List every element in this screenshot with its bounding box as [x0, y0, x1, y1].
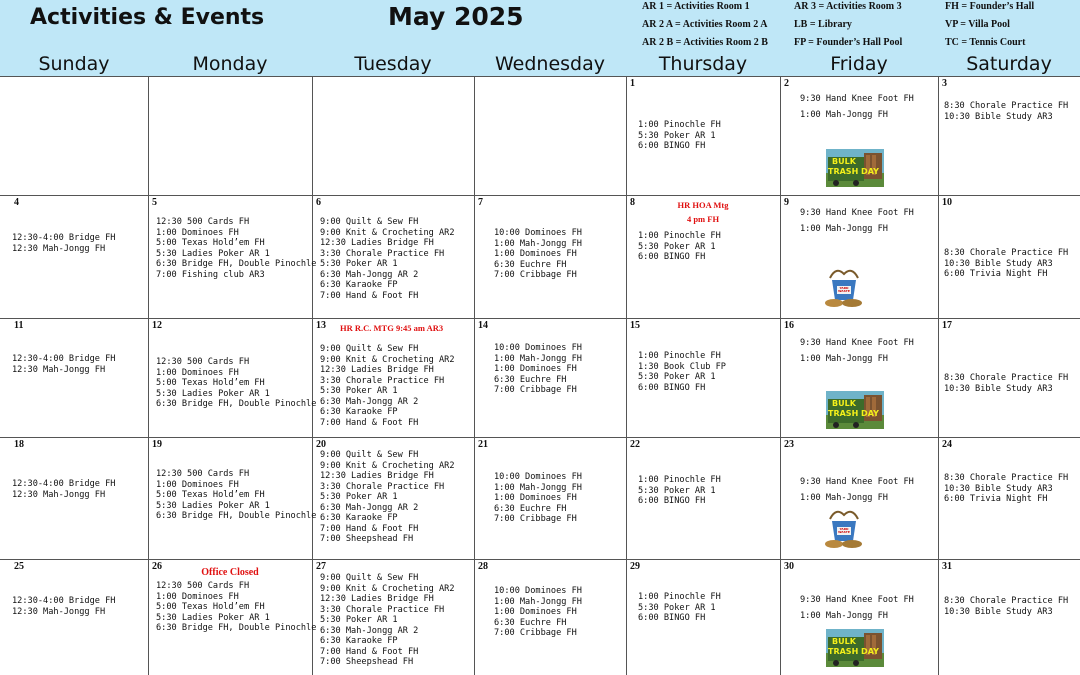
day-number: 31 [942, 561, 952, 572]
event-item: 6:00 BINGO FH [638, 382, 706, 393]
day-number: 22 [630, 439, 640, 450]
event-item: 1:00 Dominoes FH [494, 364, 577, 374]
event-item: 9:30 Hand Knee Foot FH [800, 338, 914, 348]
event-item: 7:00 Cribbage FH [494, 270, 577, 280]
day-cell-18 [0, 437, 148, 559]
event-item: 7:00 Hand & Foot FH [320, 290, 419, 301]
notice-line: HR R.C. MTG 9:45 am AR3 [340, 323, 444, 333]
event-list [944, 373, 1068, 394]
day-number: 20 [316, 439, 326, 450]
event-list [156, 357, 316, 410]
dayname-monday: Monday [192, 53, 268, 75]
event-item: 7:00 Hand & Foot FH [320, 523, 419, 534]
notice-line: 4 pm FH [686, 214, 720, 224]
event-list [494, 343, 582, 396]
yard-waste-label: YARD WASTE [838, 527, 850, 534]
day-cell-23 [780, 437, 938, 559]
event-item: 7:00 Hand & Foot FH [320, 417, 419, 428]
bulk-trash-label-line2: TRASH DAY [828, 647, 879, 656]
dayname-tuesday: Tuesday [354, 53, 432, 75]
event-item: 12:30-4:00 Bridge FH [12, 354, 116, 364]
event-item: 5:30 Poker AR 1 [320, 492, 398, 502]
event-list [638, 231, 721, 263]
event-item: 1:00 Mah-Jongg FH [494, 353, 582, 364]
event-item: 6:30 Euchre FH [494, 374, 567, 385]
yard-waste-label: YARD WASTE [838, 286, 850, 293]
event-item: 1:00 Dominoes FH [156, 479, 239, 490]
event-item: 10:00 Dominoes FH [494, 472, 582, 482]
day-number: 16 [784, 320, 794, 331]
day-number: 7 [478, 197, 483, 208]
day-number: 4 [14, 197, 19, 208]
event-item: 9:00 Knit & Crocheting AR2 [320, 583, 455, 594]
empty-day-cell [148, 76, 312, 195]
event-item: 3:30 Chorale Practice FH [320, 375, 445, 386]
day-cell-9 [780, 195, 938, 318]
event-item: 1:00 Pinochle FH [638, 351, 721, 361]
yard-waste-basket-badge [824, 507, 864, 549]
dayname-friday: Friday [830, 53, 888, 75]
event-item: 6:30 Euchre FH [494, 259, 567, 270]
event-list [156, 581, 316, 634]
day-cell-16 [780, 318, 938, 437]
dayname-sunday: Sunday [38, 53, 110, 75]
event-item: 8:30 Chorale Practice FH [944, 101, 1069, 111]
day-cell-20 [312, 437, 474, 559]
yard-waste-basket-badge [824, 266, 864, 308]
event-list [12, 479, 115, 500]
event-item: 12:30 Mah-Jongg FH [12, 606, 106, 617]
event-item: 8:30 Chorale Practice FH [944, 473, 1069, 483]
event-item: 3:30 Chorale Practice FH [320, 481, 445, 492]
legend-fh: FH = Founder’s Hall [945, 1, 1035, 12]
day-cell-13 [312, 318, 474, 437]
event-item: 1:00 Mah-Jongg FH [800, 224, 888, 234]
event-list [494, 472, 582, 525]
bulk-trash-day-badge [826, 149, 884, 187]
event-item: 1:00 Mah-Jongg FH [494, 596, 582, 607]
day-cell-3 [938, 76, 1080, 195]
event-item: 10:30 Bible Study AR3 [944, 606, 1053, 617]
event-item: 1:00 Pinochle FH [638, 592, 721, 602]
event-list [12, 596, 115, 617]
bulk-trash-label-line1: BULK [832, 637, 856, 646]
day-cell-26 [148, 559, 317, 675]
empty-day-cell [0, 76, 148, 195]
day-number: 23 [784, 439, 794, 450]
event-item: 10:00 Dominoes FH [494, 228, 582, 238]
event-item: 9:00 Knit & Crocheting AR2 [320, 354, 455, 365]
event-list [944, 596, 1068, 617]
event-item: 1:00 Pinochle FH [638, 475, 721, 485]
day-number: 6 [316, 197, 321, 208]
event-list [494, 228, 582, 281]
event-item: 1:00 Dominoes FH [494, 249, 577, 259]
day-number: 14 [478, 320, 488, 331]
event-item: 9:30 Hand Knee Foot FH [800, 208, 914, 218]
event-item: 9:00 Quilt & Sew FH [320, 573, 419, 583]
legend-ar3: AR 3 = Activities Room 3 [794, 1, 902, 12]
bulk-trash-label-line1: BULK [832, 157, 856, 166]
legend-tc: TC = Tennis Court [945, 37, 1026, 48]
event-item: 5:30 Poker AR 1 [638, 241, 716, 252]
day-number: 1 [630, 78, 635, 89]
day-cell-14 [474, 318, 626, 437]
event-list [638, 120, 721, 152]
day-cell-8 [626, 195, 780, 318]
event-item: 1:00 Mah-Jongg FH [800, 493, 888, 503]
event-item: 6:00 BINGO FH [638, 496, 706, 506]
event-item: 12:30 Mah-Jongg FH [12, 243, 106, 254]
day-number: 26 [152, 561, 162, 572]
event-item: 12:30 Ladies Bridge FH [320, 238, 434, 248]
event-list [320, 344, 455, 428]
day-cell-2 [780, 76, 938, 195]
event-item: 8:30 Chorale Practice FH [944, 373, 1069, 383]
event-item: 1:00 Mah-Jongg FH [800, 611, 888, 621]
event-notice [626, 198, 780, 226]
event-list [156, 217, 316, 280]
event-list [944, 101, 1068, 122]
event-item: 6:30 Bridge FH, Double Pinochle [156, 511, 317, 521]
event-item: 3:30 Chorale Practice FH [320, 604, 445, 615]
day-cell-30 [780, 559, 938, 675]
bulk-trash-label-line2: TRASH DAY [828, 409, 879, 418]
event-item: 5:30 Ladies Poker AR 1 [156, 500, 270, 511]
event-item: 9:00 Knit & Crocheting AR2 [320, 227, 455, 238]
event-item: 12:30-4:00 Bridge FH [12, 596, 116, 606]
event-item: 9:00 Quilt & Sew FH [320, 450, 419, 460]
event-item: 12:30 Mah-Jongg FH [12, 364, 106, 375]
calendar-title: Activities & Events [30, 5, 265, 30]
bulk-trash-day-badge [826, 629, 884, 667]
legend-ar1: AR 1 = Activities Room 1 [642, 1, 750, 12]
bulk-trash-label-line1: BULK [832, 399, 856, 408]
event-item: 6:30 Mah-Jongg AR 2 [320, 269, 419, 280]
event-list [800, 91, 914, 123]
day-number: 21 [478, 439, 488, 450]
event-item: 12:30 Ladies Bridge FH [320, 594, 434, 604]
event-list [944, 473, 1068, 505]
event-list [944, 248, 1068, 280]
event-item: 1:00 Mah-Jongg FH [494, 238, 582, 249]
event-item: 12:30-4:00 Bridge FH [12, 479, 116, 489]
event-list [156, 469, 316, 522]
event-item: 6:30 Euchre FH [494, 503, 567, 514]
event-list [800, 335, 914, 367]
event-item: 6:30 Mah-Jongg AR 2 [320, 625, 419, 636]
event-item: 10:00 Dominoes FH [494, 586, 582, 596]
day-cell-10 [938, 195, 1080, 318]
event-item: 5:00 Texas Hold’em FH [156, 238, 265, 248]
event-item: 1:00 Pinochle FH [638, 120, 721, 130]
event-item: 7:00 Fishing club AR3 [156, 269, 265, 280]
event-item: 9:30 Hand Knee Foot FH [800, 595, 914, 605]
event-item: 1:00 Dominoes FH [156, 591, 239, 602]
event-item: 9:00 Quilt & Sew FH [320, 344, 419, 354]
event-list [638, 351, 726, 393]
event-item: 5:00 Texas Hold’em FH [156, 490, 265, 500]
event-list [800, 474, 914, 506]
event-notice [148, 566, 312, 580]
legend-vp: VP = Villa Pool [945, 19, 1010, 30]
event-item: 6:30 Bridge FH, Double Pinochle [156, 623, 317, 633]
dayname-thursday: Thursday [658, 53, 748, 75]
event-item: 7:00 Cribbage FH [494, 514, 577, 524]
event-item: 7:00 Sheepshead FH [320, 534, 414, 544]
event-item: 12:30 Ladies Bridge FH [320, 471, 434, 481]
bulk-trash-day-badge [826, 391, 884, 429]
day-number: 29 [630, 561, 640, 572]
event-item: 7:00 Sheepshead FH [320, 657, 414, 667]
event-item: 5:30 Ladies Poker AR 1 [156, 248, 270, 259]
day-cell-29 [626, 559, 780, 675]
event-item: 6:00 Trivia Night FH [944, 494, 1048, 504]
day-cell-15 [626, 318, 780, 437]
event-item: 10:30 Bible Study AR3 [944, 258, 1053, 269]
event-item: 9:30 Hand Knee Foot FH [800, 477, 914, 487]
event-list [800, 592, 914, 624]
day-cell-25 [0, 559, 148, 675]
day-cell-5 [148, 195, 317, 318]
day-cell-24 [938, 437, 1080, 559]
day-cell-12 [148, 318, 317, 437]
day-cell-1 [626, 76, 780, 195]
event-item: 5:30 Ladies Poker AR 1 [156, 612, 270, 623]
empty-day-cell [312, 76, 474, 195]
event-item: 6:30 Euchre FH [494, 617, 567, 628]
event-item: 6:30 Bridge FH, Double Pinochle [156, 399, 317, 409]
event-list [12, 233, 115, 254]
day-number: 27 [316, 561, 326, 572]
dayname-saturday: Saturday [966, 53, 1052, 75]
day-number: 3 [942, 78, 947, 89]
event-list [638, 475, 721, 507]
event-list [320, 217, 455, 301]
day-number: 19 [152, 439, 162, 450]
legend-ar2b: AR 2 B = Activities Room 2 B [642, 37, 768, 48]
day-cell-28 [474, 559, 626, 675]
event-list [320, 573, 455, 668]
event-item: 5:00 Texas Hold’em FH [156, 602, 265, 612]
event-item: 9:30 Hand Knee Foot FH [800, 94, 914, 104]
event-item: 1:30 Book Club FP [638, 361, 726, 372]
event-item: 5:30 Poker AR 1 [638, 372, 716, 382]
event-item: 5:30 Poker AR 1 [638, 130, 716, 141]
event-item: 6:30 Mah-Jongg AR 2 [320, 396, 419, 407]
event-item: 10:30 Bible Study AR3 [944, 483, 1053, 494]
dayname-wednesday: Wednesday [494, 53, 605, 75]
event-item: 6:30 Karaoke FP [320, 407, 398, 417]
event-item: 6:00 Trivia Night FH [944, 269, 1048, 279]
day-cell-7 [474, 195, 626, 318]
legend-ar2a: AR 2 A = Activities Room 2 A [642, 19, 768, 30]
calendar-month: May 2025 [388, 2, 524, 31]
day-number: 18 [14, 439, 24, 450]
legend-lb: LB = Library [794, 19, 852, 30]
event-item: 12:30 500 Cards FH [156, 581, 250, 591]
event-item: 5:30 Poker AR 1 [320, 615, 398, 625]
event-item: 6:00 BINGO FH [638, 141, 706, 151]
day-cell-19 [148, 437, 317, 559]
day-number: 24 [942, 439, 952, 450]
event-item: 5:30 Poker AR 1 [320, 386, 398, 396]
event-item: 9:00 Knit & Crocheting AR2 [320, 460, 455, 471]
event-item: 6:00 BINGO FH [638, 252, 706, 262]
day-number: 15 [630, 320, 640, 331]
day-cell-17 [938, 318, 1080, 437]
notice-line: Office Closed [201, 567, 259, 578]
day-cell-31 [938, 559, 1080, 675]
notice-line: HR HOA Mtg [677, 200, 729, 210]
event-item: 10:00 Dominoes FH [494, 343, 582, 353]
event-item: 5:30 Poker AR 1 [320, 259, 398, 269]
event-item: 6:30 Karaoke FP [320, 513, 398, 523]
event-item: 1:00 Dominoes FH [156, 227, 239, 238]
event-item: 10:30 Bible Study AR3 [944, 111, 1053, 122]
event-item: 12:30 500 Cards FH [156, 469, 250, 479]
event-item: 12:30 500 Cards FH [156, 357, 250, 367]
day-number: 25 [14, 561, 24, 572]
empty-day-cell [474, 76, 626, 195]
event-item: 1:00 Dominoes FH [156, 367, 239, 378]
event-item: 5:30 Ladies Poker AR 1 [156, 388, 270, 399]
day-number: 13 [316, 320, 326, 331]
event-notice [340, 321, 443, 335]
event-item: 12:30 500 Cards FH [156, 217, 250, 227]
event-item: 5:00 Texas Hold’em FH [156, 378, 265, 388]
event-item: 6:30 Mah-Jongg AR 2 [320, 502, 419, 513]
day-cell-4 [0, 195, 148, 318]
event-item: 12:30 Ladies Bridge FH [320, 365, 434, 375]
event-item: 6:00 BINGO FH [638, 613, 706, 623]
event-item: 12:30-4:00 Bridge FH [12, 233, 116, 243]
event-item: 10:30 Bible Study AR3 [944, 383, 1053, 394]
day-cell-11 [0, 318, 148, 437]
day-number: 28 [478, 561, 488, 572]
event-list [494, 586, 582, 639]
event-item: 1:00 Mah-Jongg FH [494, 482, 582, 493]
day-number: 9 [784, 197, 789, 208]
event-item: 6:30 Karaoke FP [320, 636, 398, 646]
event-item: 1:00 Dominoes FH [494, 607, 577, 617]
event-item: 1:00 Mah-Jongg FH [800, 354, 888, 364]
day-number: 12 [152, 320, 162, 331]
event-item: 6:30 Karaoke FP [320, 280, 398, 290]
day-number: 10 [942, 197, 952, 208]
event-item: 5:30 Poker AR 1 [638, 485, 716, 496]
event-item: 7:00 Cribbage FH [494, 628, 577, 638]
event-item: 9:00 Quilt & Sew FH [320, 217, 419, 227]
event-item: 3:30 Chorale Practice FH [320, 248, 445, 259]
event-item: 7:00 Cribbage FH [494, 385, 577, 395]
day-cell-27 [312, 559, 474, 675]
day-number: 5 [152, 197, 157, 208]
event-list [320, 450, 455, 545]
event-list [12, 354, 115, 375]
event-list [800, 205, 914, 237]
event-item: 1:00 Dominoes FH [494, 493, 577, 503]
event-item: 8:30 Chorale Practice FH [944, 248, 1069, 258]
event-item: 1:00 Mah-Jongg FH [800, 110, 888, 120]
day-number: 11 [14, 320, 24, 331]
event-item: 7:00 Hand & Foot FH [320, 646, 419, 657]
bulk-trash-label-line2: TRASH DAY [828, 167, 879, 176]
event-list [638, 592, 721, 624]
day-number: 8 [630, 197, 635, 208]
event-item: 6:30 Bridge FH, Double Pinochle [156, 259, 317, 269]
day-cell-6 [312, 195, 474, 318]
day-cell-22 [626, 437, 780, 559]
legend-fp: FP = Founder’s Hall Pool [794, 37, 903, 48]
event-item: 8:30 Chorale Practice FH [944, 596, 1069, 606]
day-number: 30 [784, 561, 794, 572]
day-number: 17 [942, 320, 952, 331]
day-number: 2 [784, 78, 789, 89]
day-cell-21 [474, 437, 626, 559]
event-item: 12:30 Mah-Jongg FH [12, 489, 106, 500]
event-item: 5:30 Poker AR 1 [638, 602, 716, 613]
event-item: 1:00 Pinochle FH [638, 231, 721, 241]
